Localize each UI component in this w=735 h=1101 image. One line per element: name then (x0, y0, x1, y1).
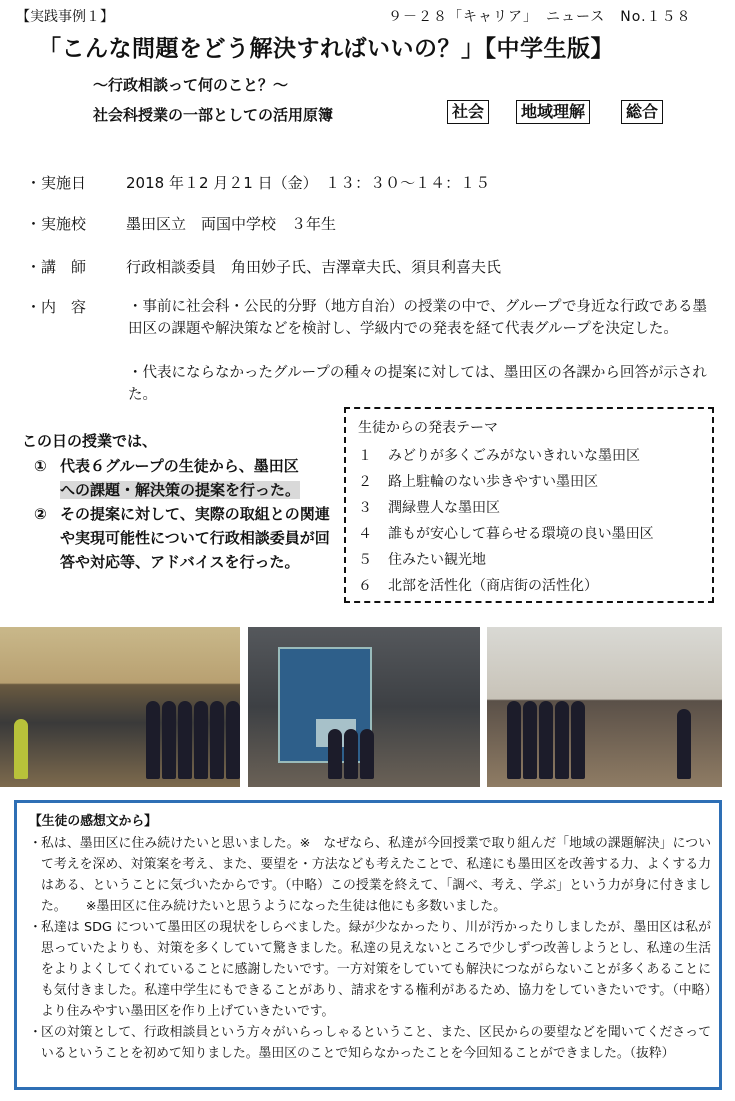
photo-classroom-discussion (487, 627, 722, 787)
point-number: ② (34, 505, 47, 523)
newsletter-number: ９－２８「キャリア」 ニュース No.１５８ (388, 9, 692, 25)
photo-students-presenting (0, 627, 240, 787)
day-intro: この日の授業では、 (22, 432, 158, 450)
themes-box (344, 407, 714, 603)
school-label: ・実施校 (26, 215, 87, 233)
point-text: その提案に対して、実際の取組との関連や実現可能性について行政相談委員が回答や対応等、アドバイスを行った。 (60, 505, 330, 571)
theme-item: ３ 潤緑豊人な墨田区 (358, 500, 500, 516)
content-item-1: ・事前に社会科・公民的分野（地方自治）の授業の中で、グループで身近な行政である墨田区の課題や解決策などを検討し、学級内での発表を経て代表グループを決定した。 (128, 299, 707, 337)
lecturer-value: 行政相談委員 角田妙子氏、吉澤章夫氏、須貝利喜夫氏 (126, 258, 502, 276)
point-1 (34, 454, 334, 502)
detail-lecturer (26, 256, 501, 277)
theme-item: ５ 住みたい観光地 (358, 552, 486, 568)
subtitle: ～行政相談って何のこと？～ (93, 76, 289, 94)
impressions-heading: 【生徒の感想文から】 (29, 814, 157, 829)
date-value: 2018 年１2 月２1 日（金） １３：３０～１４：１５ (126, 174, 491, 192)
tag-regional-understanding: 地域理解 (516, 100, 590, 124)
point-2 (34, 502, 334, 574)
impression-paragraph: ・ 区の対策として、行政相談員という方々がいらっしゃるということ、また、区民からの要望などを聞いてくださっているということを初めて知りました。墨田区のことで知らなかったことを今回知ることができました。（抜粋） (29, 1025, 711, 1061)
subtitle-usage: 社会科授業の一部としての活用原簿 (93, 106, 334, 124)
themes-heading: 生徒からの発表テーマ (358, 420, 498, 436)
tag-social-studies: 社会 (447, 100, 489, 124)
page-title: 「こんな問題をどう解決すればいいの？」【中学生版】 (38, 36, 614, 62)
theme-item: ２ 路上駐輪のない歩きやすい墨田区 (358, 474, 598, 490)
school-value: 墨田区立 両国中学校 ３年生 (126, 215, 337, 233)
detail-school (26, 213, 336, 234)
lecturer-label: ・講 師 (26, 258, 87, 276)
content-label: ・内 容 (26, 298, 87, 316)
tag-integrated: 総合 (621, 100, 663, 124)
content-item-2: ・代表にならなかったグループの種々の提案に対しては、墨田区の各課から回答が示された。 (128, 365, 707, 403)
impression-paragraph: ・ 私達は SDG について墨田区の現状をしらべました。緑が少なかったり、川が汚かったりしましたが、墨田区は私が思っていたよりも、対策を多くしていて驚きました。私達の見えないところで少しずつ改善しようとし、私達の生活をよりよくしてくれていることに感謝したいです。一方対策をしていても解決につながらないことが多くあることにも気付きました。私達中学生にもできることがあり、請求をする権利があるため、協力をしていきたいです。（中略）より住みやすい墨田区を作り上げていきたいです。 (29, 920, 711, 1019)
theme-item: ４ 誰もが安心して暮らせる環境の良い墨田区 (358, 526, 654, 542)
lesson-points (34, 454, 334, 574)
case-label: 【実践事例１】 (16, 9, 114, 25)
point-number: ① (34, 457, 47, 475)
theme-item: ６ 北部を活性化（商店街の活性化） (358, 578, 598, 594)
point-text: 代表６グループの生徒から、墨田区 (60, 457, 299, 475)
point-text-highlighted: への課題・解決策の提案を行った。 (60, 481, 301, 499)
photo-projector-screen (248, 627, 480, 787)
student-impressions-box (14, 800, 722, 1090)
impression-paragraph: ・ 私は、墨田区に住み続けたいと思いました。※ なぜなら、私達が今回授業で取り組んだ「地域の課題解決」について考えを深め、対策案を考え、また、要望を・方法なども考えたことで、私達にも墨田区を改善する力、よくする力はある、ということに気づいたからです。（中略）この授業を終えて、「調べ、考え、学ぶ」という力が身に付きました。 ※墨田区に住み続けたいと思うようになった生徒は他にも多数いました。 (29, 836, 711, 914)
date-label: ・実施日 (26, 174, 87, 192)
detail-date (26, 172, 490, 193)
theme-item: １ みどりが多くごみがないきれいな墨田区 (358, 448, 640, 464)
